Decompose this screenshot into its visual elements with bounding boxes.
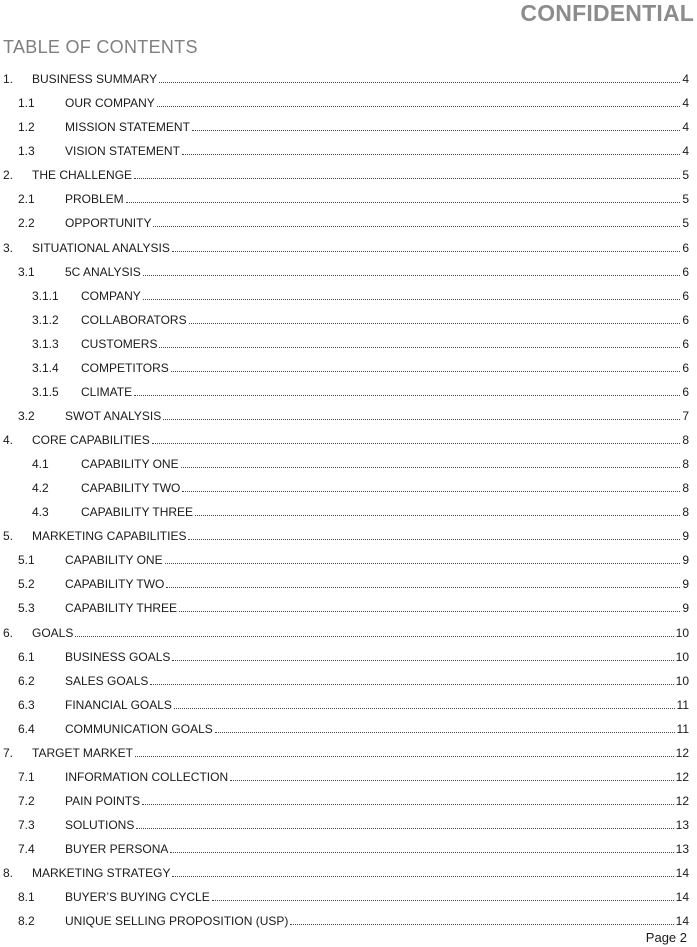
toc-entry-label[interactable]: OPPORTUNITY (65, 216, 152, 231)
toc-dot-leader (172, 250, 680, 252)
toc-entry[interactable] (0, 404, 697, 428)
toc-entry-label[interactable]: MARKETING STRATEGY (32, 866, 171, 881)
toc-dot-leader (215, 731, 675, 733)
toc-dot-leader (170, 851, 673, 853)
toc-dot-leader (153, 225, 680, 227)
toc-entry[interactable] (0, 572, 697, 596)
toc-entry-label[interactable]: CUSTOMERS (81, 336, 158, 351)
toc-entry-label[interactable]: SOLUTIONS (65, 818, 135, 832)
toc-dot-leader (136, 827, 673, 829)
toc-entry-page: 8 (682, 433, 689, 447)
toc-entry[interactable] (0, 524, 697, 548)
toc-entry-page: 8 (682, 505, 689, 520)
toc-entry-page: 6 (682, 264, 689, 279)
toc-dot-leader (150, 683, 673, 685)
toc-entry[interactable] (0, 91, 697, 115)
toc-entry[interactable] (0, 669, 697, 693)
toc-entry-label[interactable]: COMMUNICATION GOALS (65, 721, 213, 736)
toc-entry-number: 5.1 (18, 553, 35, 568)
toc-entry[interactable] (0, 596, 697, 620)
toc-entry-page: 4 (682, 96, 689, 111)
toc-entry-label[interactable]: CAPABILITY ONE (81, 457, 179, 472)
toc-dot-leader (159, 346, 680, 348)
toc-entry-label[interactable]: TARGET MARKET (32, 745, 133, 760)
toc-entry-number: 6.1 (18, 649, 35, 664)
toc-dot-leader (143, 298, 681, 300)
toc-entry-page: 13 (675, 818, 689, 832)
toc-dot-leader (134, 394, 680, 396)
toc-entry-page: 4 (682, 72, 689, 87)
toc-entry[interactable] (0, 645, 697, 669)
toc-entry-label[interactable]: MARKETING CAPABILITIES (32, 529, 187, 544)
toc-entry-label[interactable]: COMPETITORS (81, 360, 169, 375)
toc-dot-leader (179, 610, 680, 612)
toc-entry-label[interactable]: PROBLEM (65, 192, 124, 207)
toc-entry-page: 4 (682, 120, 689, 135)
toc-entry-page: 9 (682, 529, 689, 544)
toc-entry[interactable] (0, 620, 697, 644)
toc-entry-number: 4.3 (32, 505, 49, 520)
toc-dot-leader (126, 201, 681, 203)
toc-dot-leader (134, 177, 680, 179)
toc-entry-number: 7. (3, 745, 14, 760)
toc-dot-leader (171, 370, 681, 372)
toc-entry-page: 12 (675, 745, 689, 760)
toc-entry-number: 4.2 (32, 481, 49, 496)
toc-entry-number: 7.3 (18, 818, 35, 832)
toc-entry-number: 5.2 (18, 577, 35, 592)
toc-entry[interactable] (0, 741, 697, 765)
toc-entry-page: 12 (675, 769, 689, 784)
toc-entry-number: 3. (3, 240, 14, 255)
toc-entry[interactable] (0, 284, 697, 308)
toc-entry-label[interactable]: SWOT ANALYSIS (65, 408, 162, 423)
toc-entry[interactable] (0, 139, 697, 163)
toc-entry[interactable] (0, 476, 697, 500)
toc-entry-label[interactable]: 5C ANALYSIS (65, 264, 141, 279)
toc-entry-number: 2.1 (18, 192, 35, 207)
toc-entry[interactable] (0, 500, 697, 524)
toc-dot-leader (75, 635, 673, 637)
toc-entry-number: 5. (3, 529, 14, 544)
toc-entry-page: 14 (675, 866, 689, 881)
toc-dot-leader (172, 875, 673, 877)
toc-entry-number: 6. (3, 625, 14, 640)
toc-entry-number: 8. (3, 866, 14, 881)
toc-entry-number: 6.4 (18, 721, 35, 736)
toc-entry[interactable] (0, 235, 697, 259)
toc-dot-leader (172, 659, 673, 661)
toc-entry-page: 10 (675, 673, 689, 688)
toc-dot-leader (152, 442, 681, 444)
toc-entry-number: 1.2 (18, 120, 35, 135)
toc-entry-page: 11 (676, 721, 689, 736)
toc-entry[interactable] (0, 67, 697, 91)
toc-entry-page: 14 (675, 890, 689, 905)
toc-entry-page: 9 (682, 553, 689, 568)
toc-dot-leader (135, 755, 674, 757)
toc-dot-leader (142, 803, 674, 805)
toc-title: TABLE OF CONTENTS (3, 37, 198, 57)
toc-entry[interactable] (0, 765, 697, 789)
toc-entry-number: 7.1 (18, 769, 35, 784)
toc-entry-label[interactable]: PAIN POINTS (65, 793, 141, 808)
toc-dot-leader (166, 586, 680, 588)
toc-entry-page: 12 (675, 793, 689, 808)
toc-entry-number: 4. (3, 433, 14, 447)
toc-entry-number: 7.2 (18, 793, 35, 808)
toc-entry-label[interactable]: MISSION STATEMENT (65, 120, 190, 135)
page-number: Page 2 (645, 930, 687, 945)
toc-entry-page: 6 (682, 360, 689, 375)
toc-entry-label[interactable]: FINANCIAL GOALS (65, 697, 172, 712)
toc-dot-leader (212, 899, 674, 901)
toc-entry-label[interactable]: CAPABILITY TWO (81, 481, 181, 496)
toc-entry-number: 2. (3, 168, 14, 183)
toc-entry-label[interactable]: CAPABILITY THREE (81, 505, 194, 520)
toc-entry-label[interactable]: BUSINESS GOALS (65, 649, 171, 664)
toc-entry-number: 3.1.1 (32, 288, 59, 303)
toc-entry-page: 10 (675, 649, 689, 664)
toc-entry[interactable] (0, 115, 697, 139)
toc-dot-leader (143, 274, 680, 276)
toc-dot-leader (165, 562, 681, 564)
toc-entry-number: 3.1 (18, 264, 35, 279)
toc-entry[interactable] (0, 909, 697, 933)
toc-entry-page: 6 (682, 384, 689, 399)
toc-dot-leader (157, 105, 681, 107)
toc-entry-label[interactable]: CAPABILITY TWO (65, 577, 165, 592)
toc-entry-label[interactable]: CLIMATE (81, 384, 133, 399)
toc-entry[interactable] (0, 548, 697, 572)
toc-dot-leader (159, 81, 680, 83)
toc-entry-number: 3.1.2 (32, 312, 59, 327)
toc-entry[interactable] (0, 380, 697, 404)
toc-entry-label[interactable]: COMPANY (81, 288, 141, 303)
toc-entry[interactable] (0, 813, 697, 837)
toc-entry-page: 6 (682, 288, 689, 303)
toc-entry-number: 3.1.4 (32, 360, 59, 375)
toc-entry-label[interactable]: CAPABILITY ONE (65, 553, 163, 568)
toc-entry-number: 7.4 (18, 842, 35, 857)
toc-entry[interactable] (0, 308, 697, 332)
toc-dot-leader (181, 466, 681, 468)
toc-dot-leader (182, 153, 680, 155)
toc-entry-page: 8 (682, 457, 689, 472)
toc-dot-leader (192, 129, 680, 131)
toc-entry-page: 9 (682, 577, 689, 592)
toc-dot-leader (188, 538, 680, 540)
toc-entry-label[interactable]: THE CHALLENGE (32, 168, 133, 183)
toc-entry[interactable] (0, 885, 697, 909)
toc-entry-number: 3.1.3 (32, 336, 59, 351)
toc-entry-label[interactable]: BUYER PERSONA (65, 842, 169, 857)
toc-entry-label[interactable]: SITUATIONAL ANALYSIS (32, 240, 170, 255)
toc-entry-page: 6 (682, 240, 689, 255)
toc-entry-page: 4 (682, 144, 689, 159)
toc-entry-number: 6.2 (18, 673, 35, 688)
toc-entry[interactable] (0, 332, 697, 356)
toc-entry-label[interactable]: BUSINESS SUMMARY (32, 72, 158, 87)
toc-entry-number: 8.2 (18, 914, 35, 929)
toc-entry-page: 5 (682, 192, 689, 207)
toc-entry-number: 2.2 (18, 216, 35, 231)
toc-entry-page: 8 (682, 481, 689, 496)
toc-entry[interactable] (0, 837, 697, 861)
toc-entry-page: 6 (682, 336, 689, 351)
toc-entry-page: 7 (682, 408, 689, 423)
toc-entry-number: 8.1 (18, 890, 35, 905)
toc-entry-label[interactable]: BUYER’S BUYING CYCLE (65, 890, 210, 905)
toc-entry-number: 5.3 (18, 601, 35, 616)
toc-entry-number: 1.3 (18, 144, 35, 159)
toc-entry[interactable] (0, 428, 697, 452)
toc-entry-number: 1. (3, 72, 14, 87)
toc-entry[interactable] (0, 789, 697, 813)
toc-entry[interactable] (0, 452, 697, 476)
toc-list (0, 67, 697, 933)
toc-entry-label[interactable]: UNIQUE SELLING PROPOSITION (USP) (65, 914, 289, 929)
toc-entry-page: 11 (676, 697, 689, 712)
toc-entry-page: 10 (675, 625, 689, 640)
toc-dot-leader (174, 707, 675, 709)
toc-entry[interactable] (0, 693, 697, 717)
toc-entry-page: 9 (682, 601, 689, 616)
toc-entry-page: 5 (682, 216, 689, 231)
toc-entry-number: 4.1 (32, 457, 49, 472)
toc-entry-number: 3.2 (18, 408, 35, 423)
toc-entry-page: 13 (675, 842, 689, 857)
toc-entry-label[interactable]: COLLABORATORS (81, 312, 187, 327)
toc-entry-label[interactable]: VISION STATEMENT (65, 144, 180, 159)
toc-entry[interactable] (0, 717, 697, 741)
confidential-header: CONFIDENTIAL (520, 0, 694, 26)
toc-entry-page: 6 (682, 312, 689, 327)
toc-dot-leader (163, 418, 680, 420)
toc-entry-label[interactable]: SALES GOALS (65, 673, 149, 688)
toc-entry[interactable] (0, 211, 697, 235)
toc-entry-number: 3.1.5 (32, 384, 59, 399)
toc-entry-label[interactable]: CAPABILITY THREE (65, 601, 178, 616)
toc-entry-label[interactable]: CORE CAPABILITIES (32, 433, 150, 447)
toc-dot-leader (182, 490, 680, 492)
toc-entry-page: 14 (675, 914, 689, 929)
toc-entry-page: 5 (682, 168, 689, 183)
toc-dot-leader (195, 514, 680, 516)
toc-entry-number: 6.3 (18, 697, 35, 712)
toc-entry-number: 1.1 (18, 96, 35, 111)
toc-dot-leader (189, 322, 681, 324)
toc-entry[interactable] (0, 260, 697, 284)
toc-entry-label[interactable]: INFORMATION COLLECTION (65, 769, 229, 784)
toc-dot-leader (230, 779, 674, 781)
toc-entry-label[interactable]: GOALS (32, 625, 74, 640)
toc-dot-leader (290, 923, 673, 925)
toc-entry[interactable] (0, 187, 697, 211)
toc-entry[interactable] (0, 356, 697, 380)
toc-entry-label[interactable]: OUR COMPANY (65, 96, 155, 111)
toc-entry[interactable] (0, 163, 697, 187)
toc-entry[interactable] (0, 861, 697, 885)
